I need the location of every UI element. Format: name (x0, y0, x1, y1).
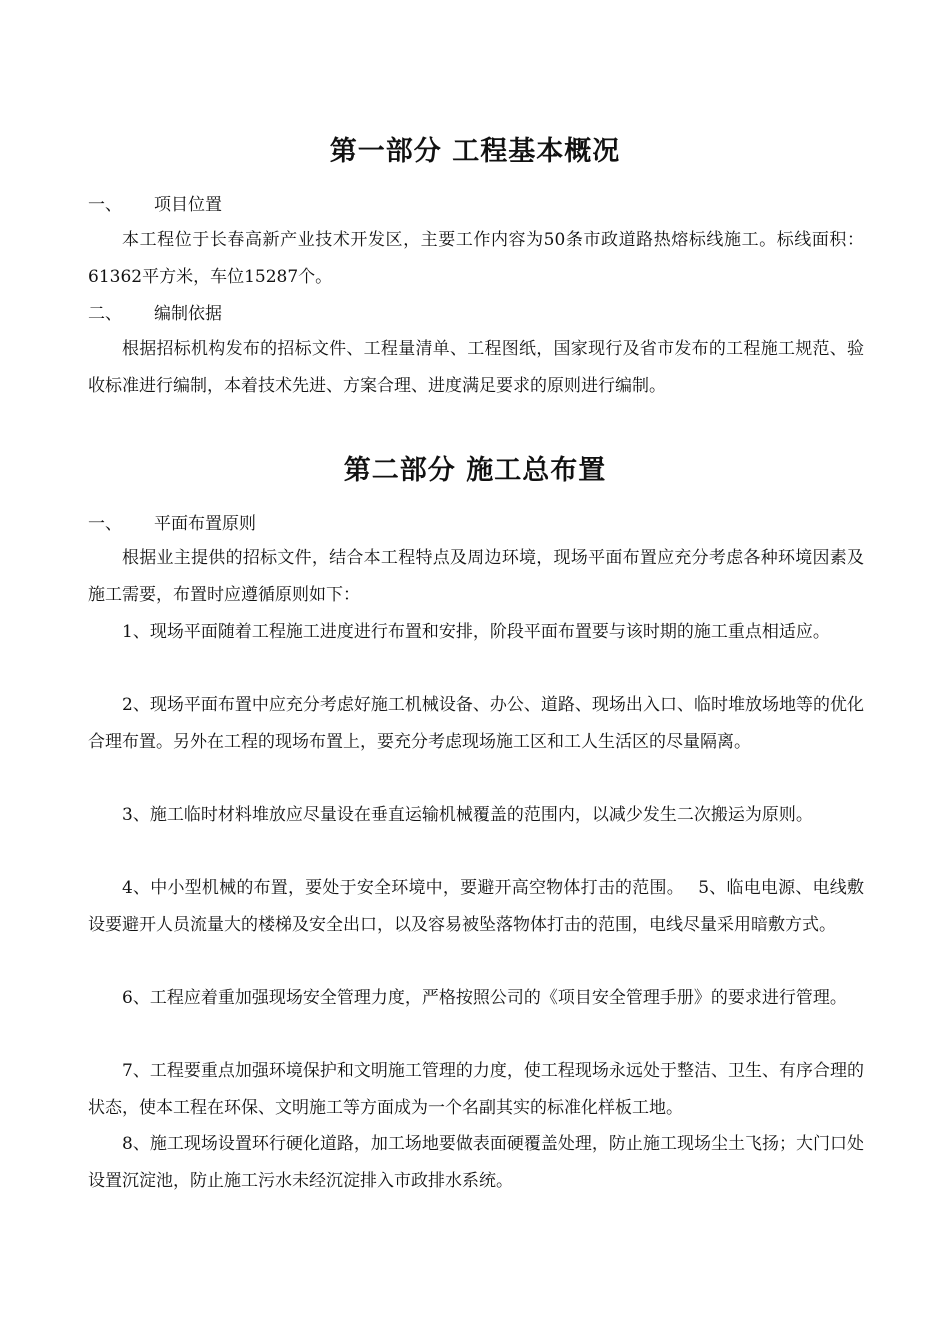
part-two-title: 第二部分 施工总布置 (343, 455, 607, 486)
section-title: 项目位置 (154, 195, 222, 215)
list-item: 7、工程要重点加强环境保护和文明施工管理的力度，使工程现场永远处于整洁、卫生、有序合理的状态，使本工程在环保、文明施工等方面成为一个名副其实的标准化样板工地。 (88, 1061, 864, 1118)
paragraph-layout-intro: 根据业主提供的招标文件，结合本工程特点及周边环境，现场平面布置应充分考虑各种环境因素及施工需要，布置时应遵循原则如下： (88, 548, 864, 605)
section-number: 一、 (88, 514, 122, 534)
section-number: 二、 (88, 304, 122, 324)
section-heading-project-location (88, 193, 222, 217)
section-number: 一、 (88, 195, 122, 215)
section-heading-layout-principles (88, 512, 256, 536)
paragraph-project-location: 本工程位于长春高新产业技术开发区，主要工作内容为50条市政道路热熔标线施工。标线面积：61362平方米，车位15287个。 (88, 230, 864, 287)
list-item: 2、现场平面布置中应充分考虑好施工机械设备、办公、道路、现场出入口、临时堆放场地等的优化合理布置。另外在工程的现场布置上，要充分考虑现场施工区和工人生活区的尽量隔离。 (88, 695, 864, 752)
list-item: 6、工程应着重加强现场安全管理力度，严格按照公司的《项目安全管理手册》的要求进行管理。 (122, 988, 847, 1008)
list-item: 1、现场平面随着工程施工进度进行布置和安排，阶段平面布置要与该时期的施工重点相适应。 (122, 622, 830, 642)
section-title: 平面布置原则 (154, 514, 256, 534)
list-item: 3、施工临时材料堆放应尽量设在垂直运输机械覆盖的范围内，以减少发生二次搬运为原则。 (122, 805, 813, 825)
list-item: 8、施工现场设置环行硬化道路，加工场地要做表面硬覆盖处理，防止施工现场尘土飞扬；大门口处设置沉淀池，防止施工污水未经沉淀排入市政排水系统。 (88, 1134, 864, 1191)
list-item: 4、中小型机械的布置，要处于安全环境中，要避开高空物体打击的范围。 5、临电电源、电线敷设要避开人员流量大的楼梯及安全出口，以及容易被坠落物体打击的范围，电线尽量采用暗敷方式。 (88, 878, 864, 935)
part-one-title: 第一部分 工程基本概况 (329, 136, 621, 167)
section-heading-basis (88, 302, 222, 326)
paragraph-basis: 根据招标机构发布的招标文件、工程量清单、工程图纸，国家现行及省市发布的工程施工规范、验收标准进行编制，本着技术先进、方案合理、进度满足要求的原则进行编制。 (88, 339, 864, 396)
section-title: 编制依据 (154, 304, 222, 324)
